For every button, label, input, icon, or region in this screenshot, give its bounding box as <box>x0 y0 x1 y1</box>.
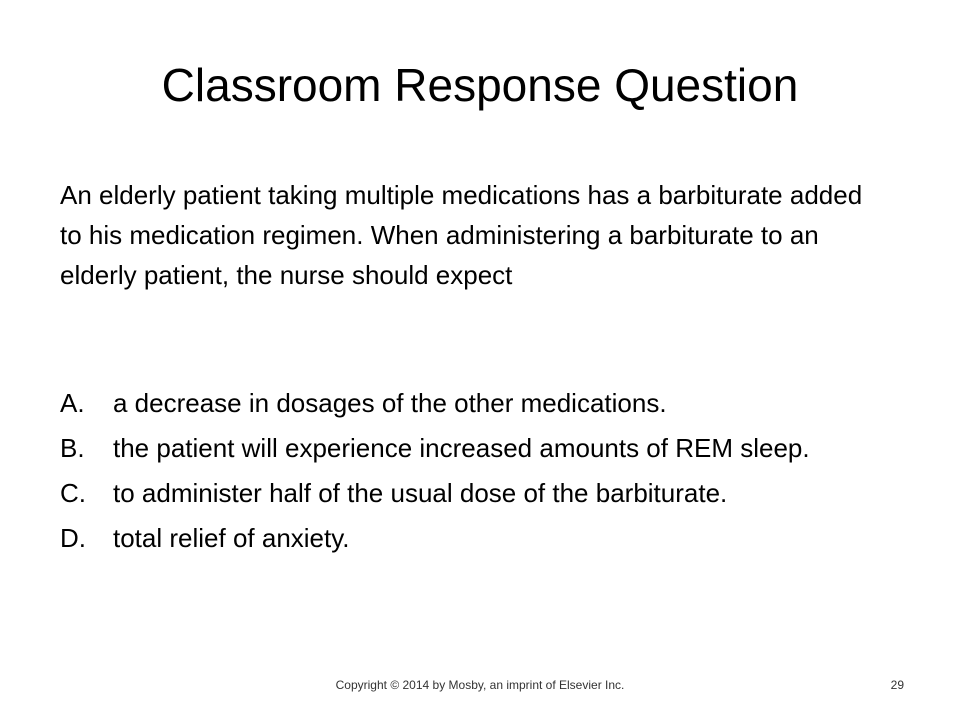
slide-title: Classroom Response Question <box>161 59 799 111</box>
answer-option-c <box>60 476 900 510</box>
question-text: An elderly patient taking multiple medications has a barbiturate added to his medication regimen. When administering a barbiturate to an elderly patient, the nurse should expect <box>60 180 863 290</box>
answer-option-a <box>60 386 900 420</box>
page-number: 29 <box>890 678 904 692</box>
copyright-footer: Copyright © 2014 by Mosby, an imprint of Elsevier Inc. <box>335 678 625 692</box>
option-letter: B. <box>60 433 85 463</box>
option-letter: C. <box>60 478 86 508</box>
option-text: to administer half of the usual dose of the barbiturate. <box>113 478 728 508</box>
answer-options <box>60 386 900 566</box>
option-letter: D. <box>60 523 86 553</box>
option-letter: A. <box>60 388 85 418</box>
answer-option-d <box>60 521 900 555</box>
answer-option-b <box>60 431 900 465</box>
option-text: a decrease in dosages of the other medications. <box>113 388 667 418</box>
option-text: total relief of anxiety. <box>113 523 350 553</box>
option-text: the patient will experience increased amounts of REM sleep. <box>113 433 810 463</box>
